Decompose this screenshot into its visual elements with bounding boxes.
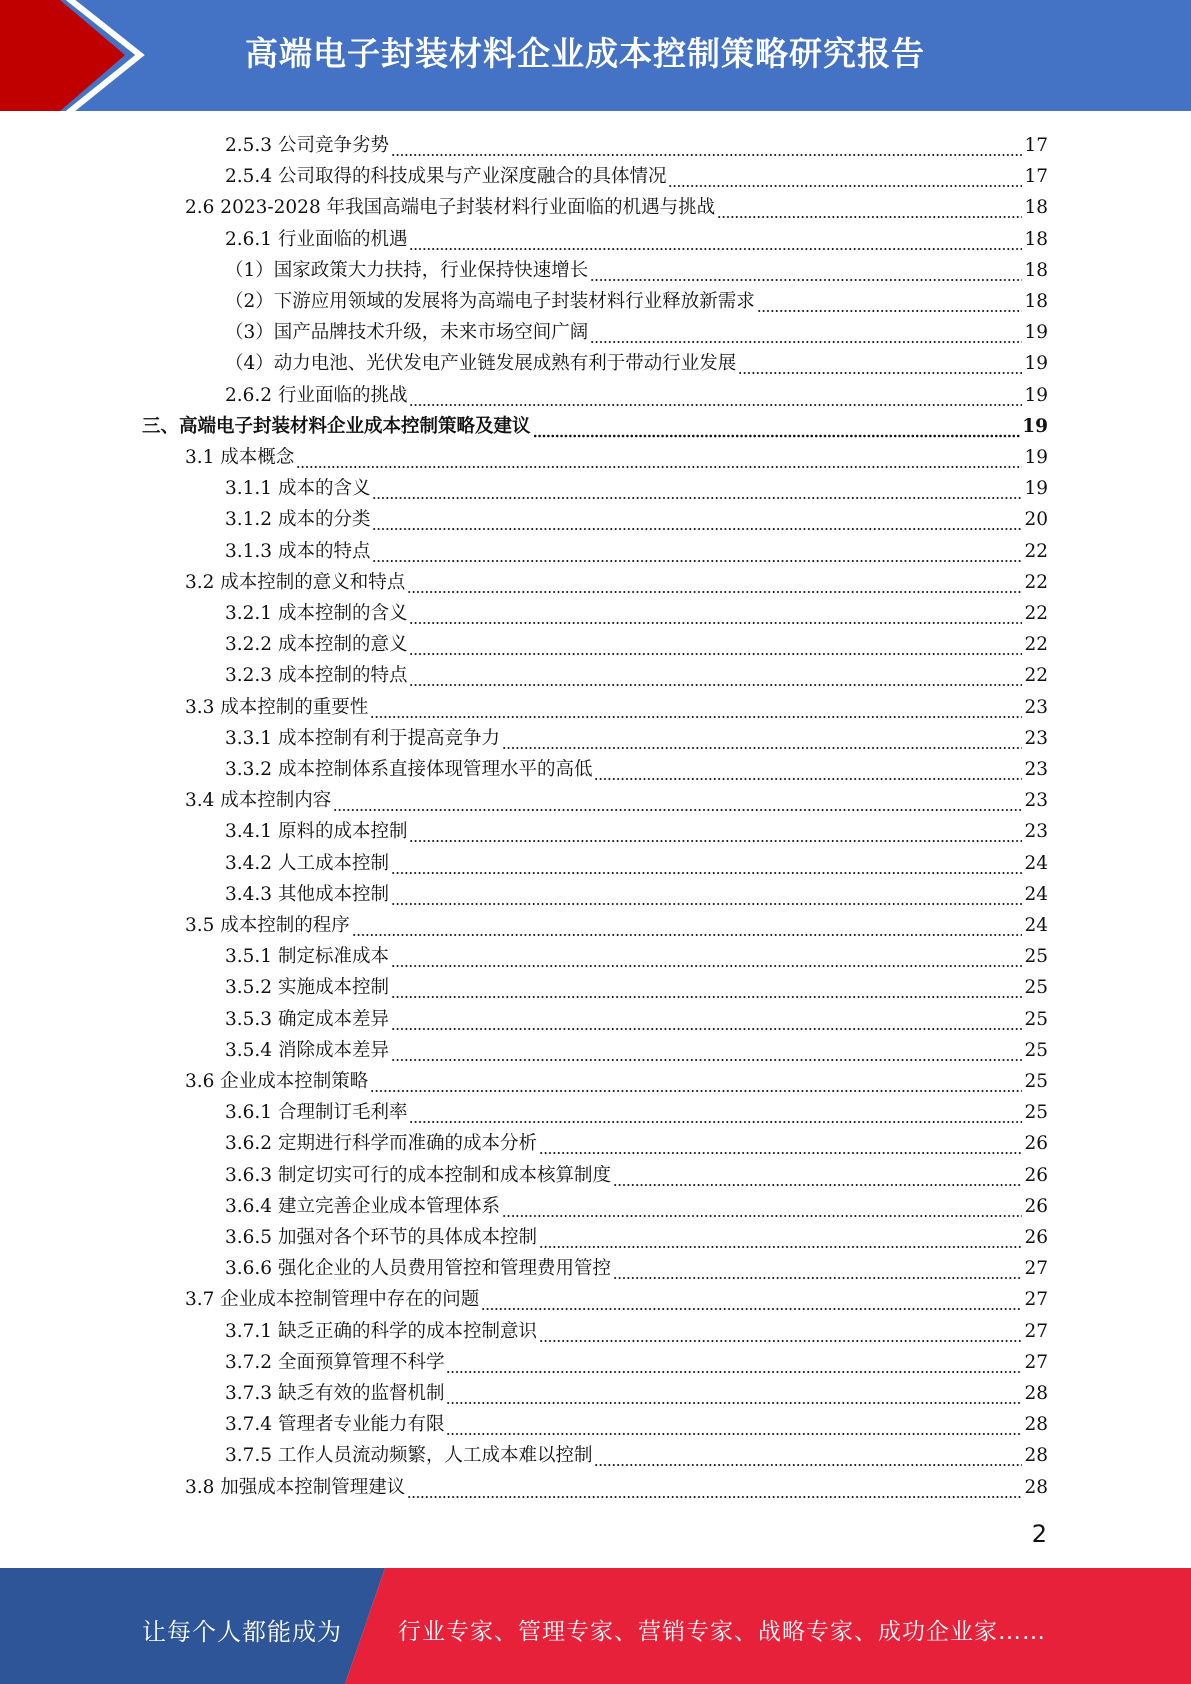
toc-dot-leader <box>717 196 1022 220</box>
toc-dot-leader <box>370 696 1022 720</box>
toc-entry-page: 24 <box>1024 852 1048 874</box>
toc-entry-page: 28 <box>1024 1445 1048 1467</box>
toc-dot-leader <box>533 415 1021 439</box>
toc-entry-title: 3.3.1 成本控制有利于提高竞争力 <box>225 727 500 749</box>
toc-entry-title: 3.2 成本控制的意义和特点 <box>185 571 406 593</box>
toc-entry-title: 3.1.2 成本的分类 <box>225 509 371 531</box>
toc-entry[interactable] <box>225 1157 1048 1188</box>
toc-dot-leader <box>590 321 1022 345</box>
toc-entry[interactable] <box>185 1063 1048 1094</box>
toc-entry[interactable] <box>225 1313 1048 1344</box>
toc-entry-page: 28 <box>1024 1383 1048 1404</box>
toc-dot-leader <box>370 1070 1022 1094</box>
toc-entry-page: 22 <box>1024 540 1048 562</box>
toc-entry-page: 22 <box>1024 634 1048 656</box>
toc-dot-leader <box>594 758 1022 782</box>
toc-entry-page: 23 <box>1024 759 1048 780</box>
toc-entry[interactable] <box>225 252 1048 283</box>
toc-dot-leader <box>446 1351 1022 1375</box>
toc-entry-page: 18 <box>1024 228 1048 250</box>
toc-dot-leader <box>409 602 1022 626</box>
toc-entry-page: 24 <box>1024 915 1048 936</box>
toc-entry[interactable] <box>225 377 1048 408</box>
page-number: 2 <box>1031 1520 1047 1548</box>
toc-dot-leader <box>409 384 1022 408</box>
toc-dot-leader <box>372 540 1022 564</box>
toc-entry-title: 3.6.3 制定切实可行的成本控制和成本核算制度 <box>225 1164 611 1186</box>
toc-entry-title: 3.7.3 缺乏有效的监督机制 <box>225 1383 445 1404</box>
toc-entry[interactable] <box>185 689 1048 720</box>
toc-dot-leader <box>296 446 1022 470</box>
toc-dot-leader <box>481 1288 1022 1312</box>
toc-dot-leader <box>613 1257 1022 1281</box>
toc-dot-leader <box>407 1476 1022 1500</box>
toc-dot-leader <box>668 165 1022 189</box>
toc-entry-title: 三、高端电子封装材料企业成本控制策略及建议 <box>142 415 531 437</box>
toc-entry-page: 17 <box>1024 135 1048 156</box>
toc-dot-leader <box>757 290 1023 314</box>
toc-dot-leader <box>409 228 1022 252</box>
toc-entry-title: 2.6 2023-2028 年我国高端电子封装材料行业面临的机遇与挑战 <box>185 197 716 219</box>
toc-entry[interactable] <box>225 1344 1048 1375</box>
toc-entry-page: 27 <box>1024 1351 1048 1373</box>
toc-entry[interactable] <box>225 1188 1048 1219</box>
toc-entry[interactable] <box>225 657 1048 688</box>
toc-dot-leader <box>539 1320 1022 1344</box>
toc-entry-page: 18 <box>1024 259 1048 281</box>
toc-entry[interactable] <box>225 1437 1048 1468</box>
toc-entry-page: 20 <box>1024 509 1048 531</box>
toc-entry[interactable] <box>225 1032 1048 1063</box>
toc-entry-title: 3.5.4 消除成本差异 <box>225 1039 389 1061</box>
toc-entry-title: （1）国家政策大力扶持，行业保持快速增长 <box>225 259 589 281</box>
toc-entry-title: 3.4.3 其他成本控制 <box>225 883 389 905</box>
toc-entry-title: 3.7 企业成本控制管理中存在的问题 <box>185 1289 480 1311</box>
toc-entry-page: 25 <box>1024 1008 1048 1030</box>
toc-dot-leader <box>590 259 1022 283</box>
toc-dot-leader <box>391 134 1022 158</box>
toc-entry-page: 23 <box>1024 727 1048 749</box>
toc-entry-page: 26 <box>1024 1133 1048 1155</box>
toc-dot-leader <box>391 976 1022 1000</box>
page-header <box>0 0 1191 111</box>
toc-dot-leader <box>539 1132 1022 1156</box>
toc-entry-page: 19 <box>1024 353 1048 375</box>
toc-entry-title: （4）动力电池、光伏发电产业链发展成熟有利于带动行业发展 <box>225 353 737 375</box>
toc-entry-title: 3.5.1 制定标准成本 <box>225 946 389 968</box>
toc-entry-page: 23 <box>1024 821 1048 843</box>
toc-entry-title: 3.7.4 管理者专业能力有限 <box>225 1414 445 1436</box>
toc-entry-title: 3.1 成本概念 <box>185 447 295 468</box>
toc-dot-leader <box>409 633 1022 657</box>
toc-entry[interactable] <box>225 1375 1048 1406</box>
toc-dot-leader <box>372 477 1022 501</box>
toc-entry[interactable] <box>225 533 1048 564</box>
toc-dot-leader <box>502 1195 1022 1219</box>
toc-entry-page: 23 <box>1024 696 1048 718</box>
toc-entry-page: 19 <box>1024 384 1048 406</box>
toc-entry-page: 25 <box>1024 946 1048 968</box>
toc-dot-leader <box>407 571 1022 595</box>
toc-entry[interactable] <box>225 283 1048 314</box>
toc-entry-page: 25 <box>1024 1102 1048 1124</box>
toc-dot-leader <box>391 1039 1022 1063</box>
toc-entry-page: 28 <box>1024 1476 1048 1498</box>
report-title: 高端电子封装材料企业成本控制策略研究报告 <box>245 34 925 73</box>
toc-entry-title: 3.7.5 工作人员流动频繁，人工成本难以控制 <box>225 1445 593 1467</box>
toc-entry-page: 27 <box>1024 1320 1048 1342</box>
toc-entry[interactable] <box>225 1406 1048 1437</box>
toc-entry[interactable] <box>225 1001 1048 1032</box>
toc-entry[interactable] <box>225 751 1048 782</box>
toc-entry-title: 3.5.2 实施成本控制 <box>225 977 389 999</box>
toc-entry-title: 3.6.5 加强对各个环节的具体成本控制 <box>225 1227 537 1248</box>
toc-entry-title: 3.6.4 建立完善企业成本管理体系 <box>225 1195 500 1217</box>
toc-entry[interactable] <box>142 408 1048 439</box>
toc-entry-page: 28 <box>1024 1414 1048 1436</box>
toc-dot-leader <box>391 852 1022 876</box>
toc-entry[interactable] <box>225 813 1048 844</box>
toc-entry[interactable] <box>225 314 1048 345</box>
toc-entry-page: 26 <box>1024 1164 1048 1186</box>
toc-entry-page: 27 <box>1024 1258 1048 1280</box>
toc-entry-title: 3.4 成本控制内容 <box>185 790 332 812</box>
toc-entry[interactable] <box>225 595 1048 626</box>
toc-entry[interactable] <box>225 1250 1048 1281</box>
toc-entry-title: 3.8 加强成本控制管理建议 <box>185 1476 406 1498</box>
toc-entry-page: 25 <box>1024 1039 1048 1061</box>
toc-entry[interactable] <box>225 626 1048 657</box>
toc-entry-title: 3.5 成本控制的程序 <box>185 915 350 936</box>
toc-entry[interactable] <box>225 345 1048 376</box>
toc-entry-title: 3.2.1 成本控制的含义 <box>225 603 408 624</box>
toc-dot-leader <box>391 1008 1022 1032</box>
toc-entry-title: 3.6 企业成本控制策略 <box>185 1071 369 1092</box>
toc-entry[interactable] <box>185 189 1048 220</box>
toc-entry[interactable] <box>225 1094 1048 1125</box>
toc-dot-leader <box>409 1101 1022 1125</box>
toc-entry-page: 26 <box>1024 1195 1048 1217</box>
toc-dot-leader <box>539 1226 1022 1250</box>
toc-entry-page: 19 <box>1024 478 1048 500</box>
toc-entry-page: 26 <box>1024 1227 1048 1248</box>
toc-entry-title: 3.6.2 定期进行科学而准确的成本分析 <box>225 1133 537 1155</box>
toc-dot-leader <box>372 508 1022 532</box>
toc-entry-title: 2.6.2 行业面临的挑战 <box>225 384 408 406</box>
toc-entry[interactable] <box>225 127 1048 158</box>
toc-entry-page: 18 <box>1024 291 1048 312</box>
toc-entry-page: 22 <box>1024 571 1048 593</box>
toc-entry[interactable] <box>185 564 1048 595</box>
toc-dot-leader <box>409 820 1022 844</box>
toc-entry-page: 17 <box>1024 166 1048 188</box>
toc-dot-leader <box>333 789 1022 813</box>
toc-entry-title: 2.5.3 公司竞争劣势 <box>225 135 389 156</box>
toc-dot-leader <box>391 945 1022 969</box>
toc-entry-title: 3.7.2 全面预算管理不科学 <box>225 1351 445 1373</box>
toc-entry-page: 19 <box>1024 447 1048 468</box>
toc-entry[interactable] <box>185 439 1048 470</box>
toc-entry[interactable] <box>185 1469 1048 1500</box>
toc-entry-title: 3.3 成本控制的重要性 <box>185 696 369 718</box>
toc-dot-leader <box>613 1164 1022 1188</box>
page-footer <box>0 1568 1191 1684</box>
toc-entry-page: 24 <box>1024 883 1048 905</box>
toc-entry[interactable] <box>185 782 1048 813</box>
toc-entry[interactable] <box>225 938 1048 969</box>
toc-entry-title: 3.2.2 成本控制的意义 <box>225 634 408 656</box>
toc-entry[interactable] <box>225 501 1048 532</box>
toc-dot-leader <box>446 1413 1022 1437</box>
toc-entry-page: 22 <box>1024 665 1048 687</box>
toc-entry-page: 19 <box>1022 415 1048 437</box>
toc-entry-title: 3.1.1 成本的含义 <box>225 478 371 500</box>
toc-entry[interactable] <box>225 876 1048 907</box>
toc-entry-title: 2.5.4 公司取得的科技成果与产业深度融合的具体情况 <box>225 166 667 188</box>
toc-entry-page: 27 <box>1024 1289 1048 1311</box>
toc-entry-title: 3.2.3 成本控制的特点 <box>225 665 408 687</box>
toc-dot-leader <box>446 1382 1022 1406</box>
toc-entry-title: （3）国产品牌技术升级，未来市场空间广阔 <box>225 322 589 344</box>
toc-entry[interactable] <box>225 1219 1048 1250</box>
toc-entry-page: 25 <box>1024 977 1048 999</box>
toc-entry-title: 3.6.6 强化企业的人员费用管控和管理费用管控 <box>225 1258 611 1280</box>
toc-entry[interactable] <box>185 1281 1048 1312</box>
toc-entry-title: 3.4.2 人工成本控制 <box>225 852 389 874</box>
toc-entry-page: 25 <box>1024 1071 1048 1092</box>
toc-entry-title: 3.7.1 缺乏正确的科学的成本控制意识 <box>225 1320 537 1342</box>
toc-entry-title: （2）下游应用领域的发展将为高端电子封装材料行业释放新需求 <box>225 291 755 312</box>
toc-entry[interactable] <box>225 221 1048 252</box>
footer-slogan-left: 让每个人都能成为 <box>142 1618 342 1646</box>
toc-entry-page: 18 <box>1024 197 1048 219</box>
toc-entry[interactable] <box>225 158 1048 189</box>
toc-entry-title: 3.5.3 确定成本差异 <box>225 1008 389 1030</box>
toc-entry-title: 3.6.1 合理制订毛利率 <box>225 1102 408 1124</box>
toc-entry[interactable] <box>225 470 1048 501</box>
toc-dot-leader <box>502 727 1022 751</box>
toc-entry[interactable] <box>225 1125 1048 1156</box>
toc-dot-leader <box>352 914 1023 938</box>
toc-entry-page: 22 <box>1024 603 1048 624</box>
toc-entry-title: 2.6.1 行业面临的机遇 <box>225 228 408 250</box>
toc-entry-title: 3.1.3 成本的特点 <box>225 540 371 562</box>
toc-entry-title: 3.3.2 成本控制体系直接体现管理水平的高低 <box>225 759 593 780</box>
toc-entry[interactable] <box>225 969 1048 1000</box>
toc-dot-leader <box>391 883 1022 907</box>
toc-entry[interactable] <box>225 845 1048 876</box>
toc-dot-leader <box>738 352 1022 376</box>
footer-slogan-right: 行业专家、管理专家、营销专家、战略专家、成功企业家…… <box>398 1619 1046 1645</box>
toc-entry[interactable] <box>225 720 1048 751</box>
toc-dot-leader <box>594 1444 1022 1468</box>
toc-entry-title: 3.4.1 原料的成本控制 <box>225 821 408 843</box>
toc-dot-leader <box>409 664 1022 688</box>
toc-entry-page: 19 <box>1024 322 1048 344</box>
toc-entry-page: 23 <box>1024 790 1048 812</box>
toc-entry[interactable] <box>185 907 1048 938</box>
